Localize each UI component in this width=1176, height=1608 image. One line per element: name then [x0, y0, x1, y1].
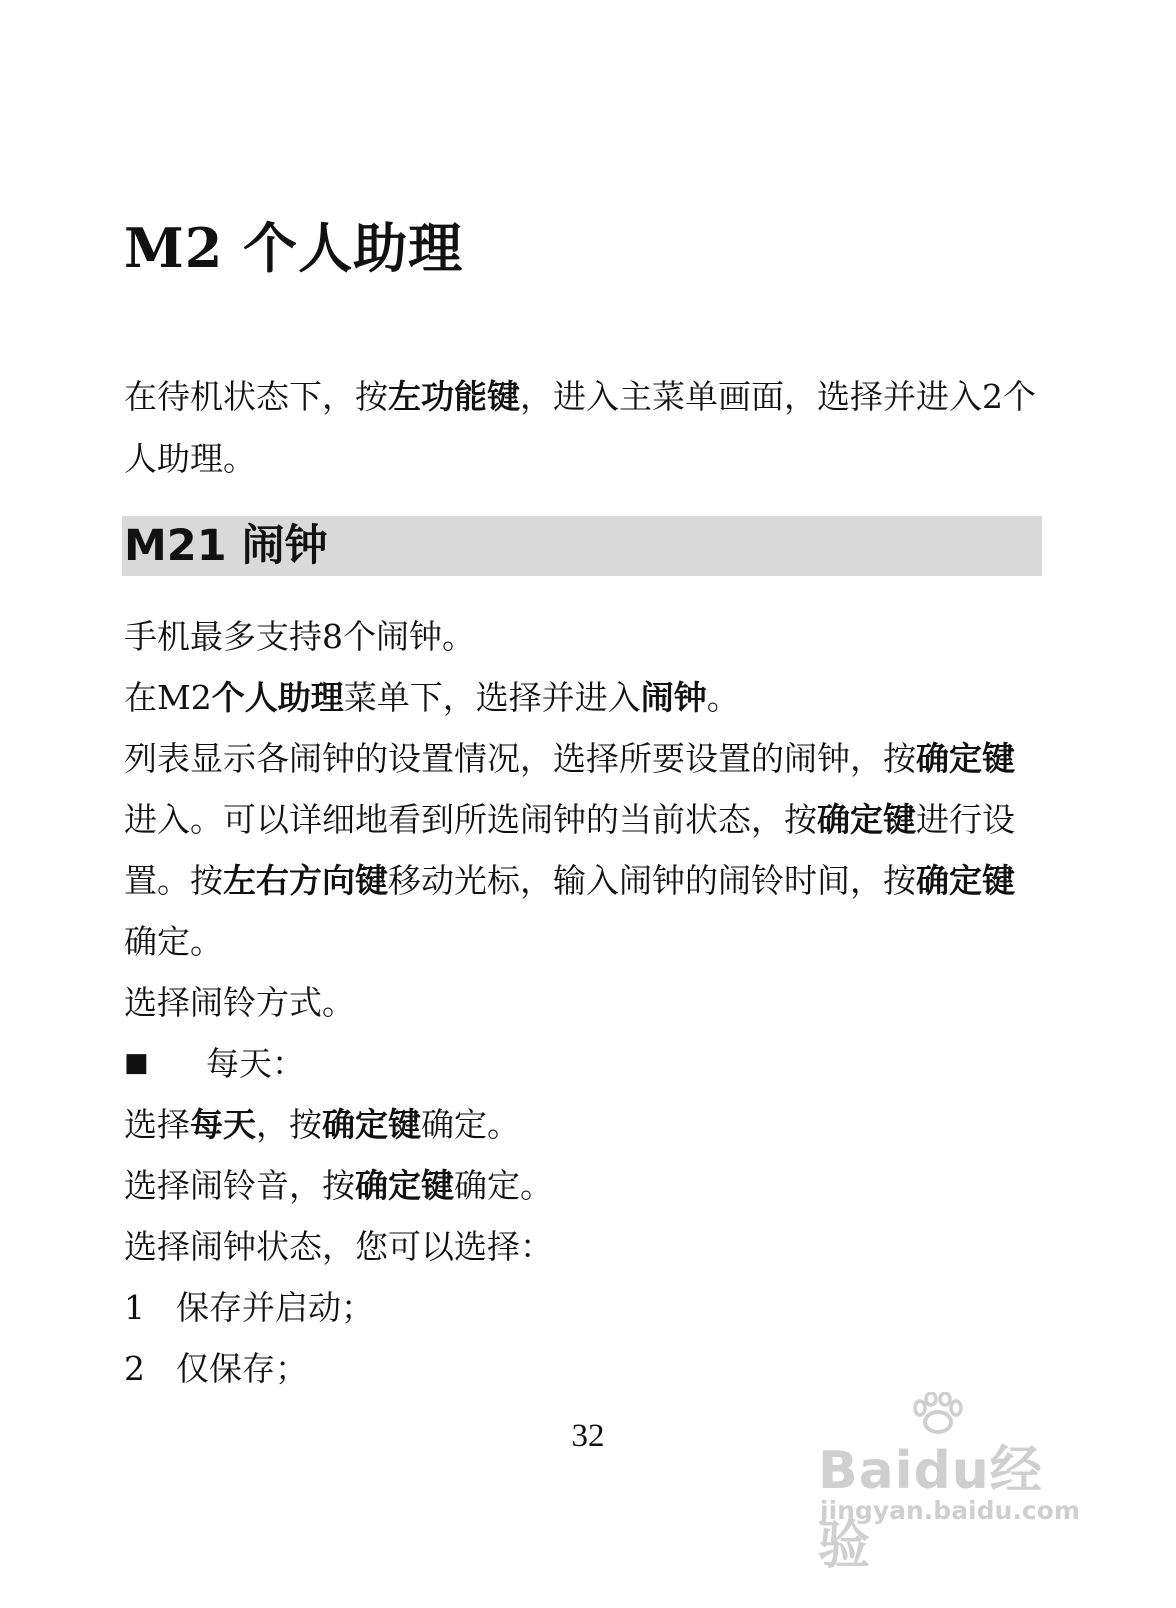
option-number: 2 — [124, 1349, 145, 1388]
intro-paragraph — [124, 366, 1044, 490]
text-span: 确定。 — [454, 1166, 553, 1205]
bullet-square-icon: ■ — [124, 1048, 149, 1078]
text-span: ，按 — [256, 1105, 322, 1144]
option-item — [124, 1277, 1044, 1338]
text-span: 确定。 — [421, 1105, 520, 1144]
section-body — [124, 606, 1044, 1399]
bold-span: 确定键 — [916, 861, 1015, 900]
body-line-ringtone — [124, 1155, 1044, 1216]
bold-span: 左右方向键 — [223, 861, 388, 900]
option-number: 1 — [124, 1288, 145, 1327]
option-text: 保存并启动； — [176, 1288, 374, 1327]
section-title: M21 闹钟 — [124, 521, 328, 571]
body-line-ring-mode: 选择闹铃方式。 — [124, 983, 355, 1022]
option-text: 仅保存； — [176, 1349, 308, 1388]
page-number: 32 — [571, 1418, 605, 1454]
bold-span: 确定键 — [355, 1166, 454, 1205]
intro-text-1: 在待机状态下，按 — [124, 377, 388, 416]
text-span: 菜单下，选择并进入 — [343, 678, 641, 717]
text-span: 确定。 — [124, 922, 223, 961]
body-line-enter-alarm — [124, 667, 1044, 728]
text-span: 进行设置。按 — [124, 800, 1015, 900]
bold-span: 个人助理 — [211, 678, 344, 717]
option-item — [124, 1338, 1044, 1399]
text-span: 选择闹铃音，按 — [124, 1166, 355, 1205]
text-span: 列表显示各闹钟的设置情况，选择所要设置的闹钟，按 — [124, 739, 916, 778]
intro-text-2: ，进入主菜单画面，选择并进入2个人助理。 — [124, 377, 1036, 478]
body-line-alarm-state: 选择闹钟状态，您可以选择： — [124, 1227, 553, 1266]
bold-span: 闹钟 — [640, 678, 707, 717]
watermark-url: jingyan.baidu.com — [820, 1496, 1080, 1525]
body-paragraph-settings — [124, 728, 1044, 972]
body-line-capacity: 手机最多支持8个闹钟。 — [124, 617, 475, 656]
bold-span: 确定键 — [322, 1105, 421, 1144]
bullet-item-daily — [124, 1033, 1044, 1094]
bullet-text: 每天： — [206, 1044, 305, 1083]
bold-span: 确定键 — [817, 800, 916, 839]
intro-bold-left-softkey: 左功能键 — [388, 377, 520, 416]
bold-span: 每天 — [190, 1105, 256, 1144]
text-span: 。 — [706, 678, 740, 717]
text-span: 进入。可以详细地看到所选闹钟的当前状态，按 — [124, 800, 817, 839]
bold-span: 确定键 — [916, 739, 1015, 778]
chapter-title: M2 个人助理 — [124, 216, 464, 280]
watermark-logo: Baidu经验 — [818, 1441, 1043, 1576]
text-span: 移动光标，输入闹钟的闹铃时间，按 — [388, 861, 916, 900]
text-span: 选择 — [124, 1105, 190, 1144]
text-span: 在M2 — [124, 678, 212, 717]
body-line-daily — [124, 1094, 1044, 1155]
baidu-watermark — [818, 1392, 1080, 1576]
